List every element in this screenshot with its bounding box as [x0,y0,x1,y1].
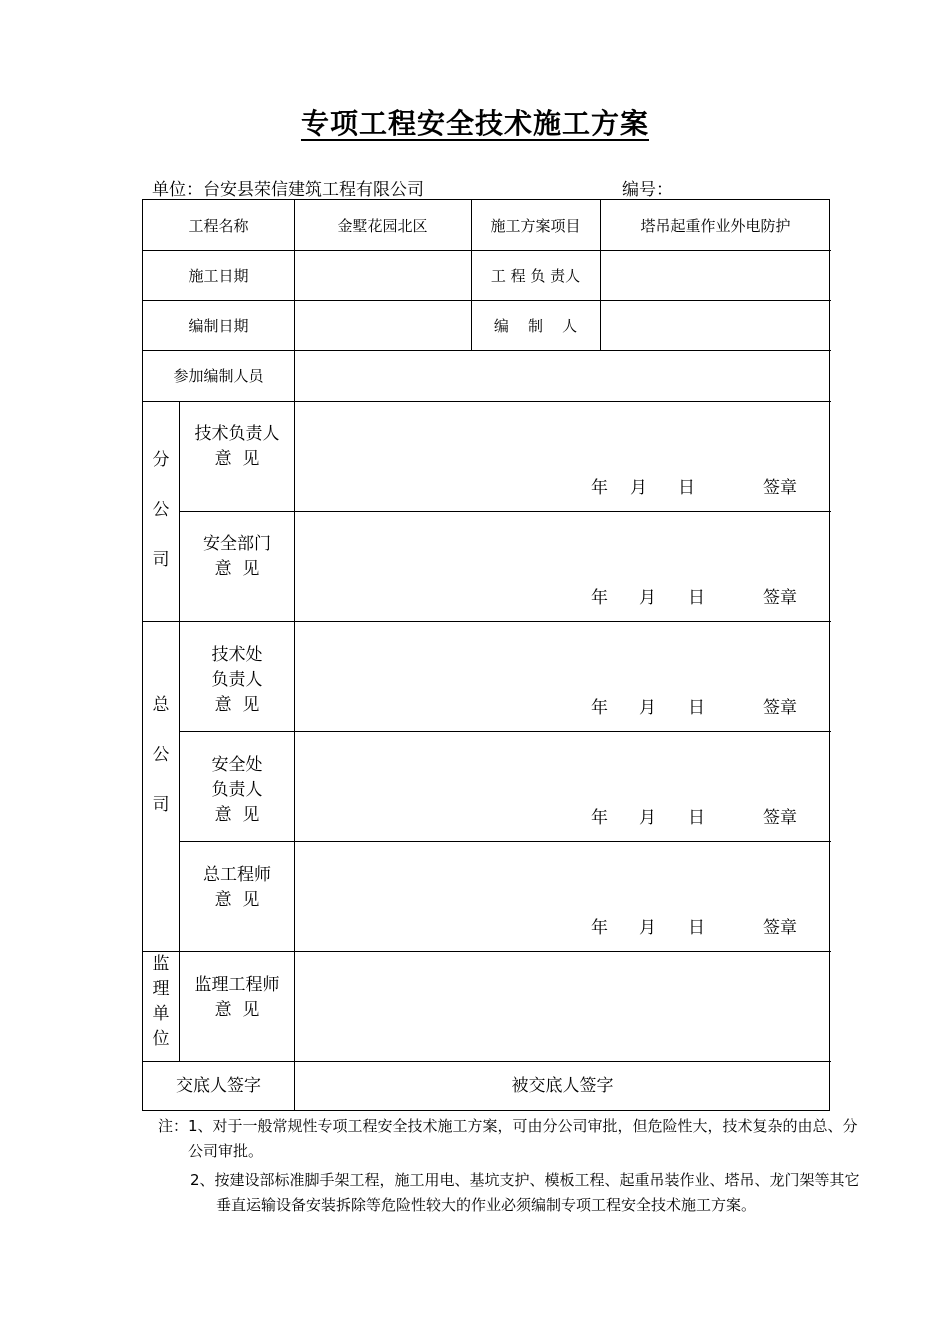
note-2: 2、按建设部标准脚手架工程，施工用电、基坑支护、模板工程、起重吊装作业、塔吊、龙门架等其它垂直运输设备安装拆除等危险性较大的作业必须编制专项工程安全技术施工方案。 [190,1171,860,1214]
month-label: 月 [639,808,656,828]
code-line: 编号： [622,180,673,200]
project-name-value: 金墅花园北区 [337,216,428,235]
compiler-label: 编 制 人 [493,316,578,335]
year-label: 年 [591,588,608,608]
month-label: 月 [630,478,647,498]
notes [158,1114,868,1218]
branch-safety-opinion-label: 安全部门 意 见 [203,534,271,579]
seal-label: 签章 [763,698,797,718]
chief-engineer-opinion-label: 总工程师 意 见 [203,865,271,910]
approval-table [142,199,830,1111]
seal-label: 签章 [763,588,797,608]
participants-field[interactable] [294,350,831,401]
month-label: 月 [639,588,656,608]
handover-giver-label: 交底人签字 [176,1075,261,1096]
note-1: 注：1、对于一般常规性专项工程安全技术施工方案，可由分公司审批，但危险性大，技术复杂的由总、分公司审批。 [158,1117,858,1160]
compile-date-label: 编制日期 [188,316,249,335]
day-label: 日 [688,588,705,608]
participants-label: 参加编制人员 [173,367,264,385]
seal-label: 签章 [763,478,797,498]
month-label: 月 [639,918,656,938]
document-title: 专项工程安全技术施工方案 [300,107,649,140]
branch-tech-opinion-label: 技术负责人 意 见 [194,424,280,469]
row-divider [179,511,831,512]
head-tech-opinion-label: 技术处 负责人 意 见 [211,645,263,715]
handover-receiver-label: 被交底人签字 [511,1075,614,1096]
row-divider [143,401,831,402]
project-manager-label: 工 程 负 责人 [490,266,581,285]
seal-label: 签章 [763,918,797,938]
day-label: 日 [678,478,695,498]
project-name-label: 工程名称 [188,216,249,235]
year-label: 年 [591,478,608,498]
supervision-opinion-label: 监理工程师 意 见 [194,975,280,1020]
head-company-label: 总 公 司 [152,695,170,815]
row-divider [179,841,831,842]
row-divider [179,731,831,732]
plan-item-label: 施工方案项目 [490,216,581,235]
supervision-unit-label: 监 理 单 位 [152,954,170,1049]
plan-item-value: 塔吊起重作业外电防护 [640,216,791,235]
unit-line: 单位：台安县荣信建筑工程有限公司 [152,180,424,200]
seal-label: 签章 [763,808,797,828]
row-divider [143,951,831,952]
year-label: 年 [591,698,608,718]
branch-company-label: 分 公 司 [152,450,170,570]
compile-date-field[interactable] [294,300,471,350]
day-label: 日 [688,918,705,938]
day-label: 日 [688,808,705,828]
month-label: 月 [639,698,656,718]
project-manager-field[interactable] [600,250,831,300]
head-safety-opinion-label: 安全处 负责人 意 见 [211,755,263,825]
year-label: 年 [591,808,608,828]
construction-date-label: 施工日期 [188,266,249,285]
col-divider [179,401,180,1061]
col-divider [294,401,295,1111]
compiler-field[interactable] [600,300,831,350]
year-label: 年 [591,918,608,938]
row-divider [143,621,831,622]
day-label: 日 [688,698,705,718]
construction-date-field[interactable] [294,250,471,300]
